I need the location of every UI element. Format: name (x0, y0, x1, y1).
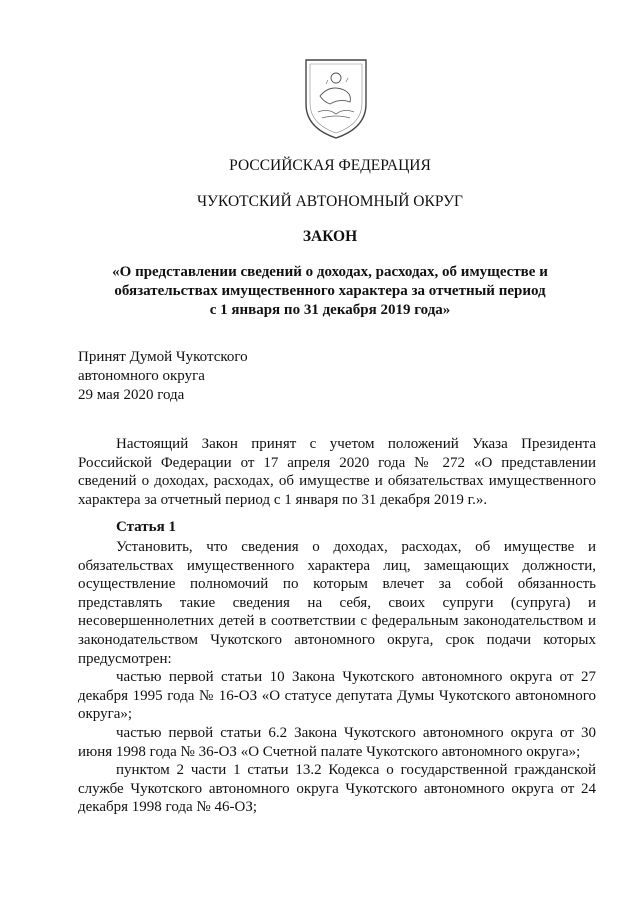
federation-heading: РОССИЙСКАЯ ФЕДЕРАЦИЯ (229, 157, 431, 174)
adoption-line: 29 мая 2020 года (78, 387, 185, 403)
adoption-line: автономного округа (78, 368, 205, 384)
preamble-paragraph: Настоящий Закон принят с учетом положений Указа Президента Российской Федерации от 17 апреля 2020 года № 272 «О представлении сведений о доходах, расходах, об имуществе и обязательствах имущественного характера за отчетный период с 1 января по 31 декабря 2019 г.». (78, 436, 596, 508)
article-1-item: пунктом 2 части 1 статьи 13.2 Кодекса о государственной гражданской службе Чукотского автономного округа Чукотского автономного округа от 24 декабря 1998 года № 46-ОЗ; (78, 762, 596, 816)
article-1-item: частью первой статьи 10 Закона Чукотского автономного округа от 27 декабря 1995 года № 16-ОЗ «О статусе депутата Думы Чукотского автономного округа»; (78, 669, 596, 723)
law-title-line: обязательствах имущественного характера за отчетный период (114, 283, 546, 299)
article-1-body (78, 538, 596, 817)
law-title-line: «О представлении сведений о доходах, расходах, об имуществе и (112, 264, 548, 280)
preamble-block (78, 435, 596, 509)
article-1-item: частью первой статьи 6.2 Закона Чукотского автономного округа от 30 июня 1998 года № 36-ОЗ «О Счетной палате Чукотского автономного округа»; (78, 724, 596, 760)
law-title-line: с 1 января по 31 декабря 2019 года» (209, 302, 451, 318)
law-title (60, 263, 600, 320)
coat-of-arms-emblem (300, 56, 372, 142)
article-1-intro: Установить, что сведения о доходах, расходах, об имуществе и обязательствах имущественного характера лиц, замещающих должности, осуществление полномочий по которым влечет за собой обязанность представлять такие сведения на себя, своих супруги (супруга) и несовершеннолетних детей в соответствии с федеральным законодательством и законодательством Чукотского автономного округа, срок подачи которых предусмотрен: (78, 539, 596, 667)
article-1-heading: Статья 1 (116, 519, 176, 535)
doc-type-heading: ЗАКОН (302, 228, 358, 245)
region-heading: ЧУКОТСКИЙ АВТОНОМНЫЙ ОКРУГ (196, 193, 464, 210)
adoption-block (78, 348, 248, 405)
adoption-line: Принят Думой Чукотского (78, 349, 248, 365)
